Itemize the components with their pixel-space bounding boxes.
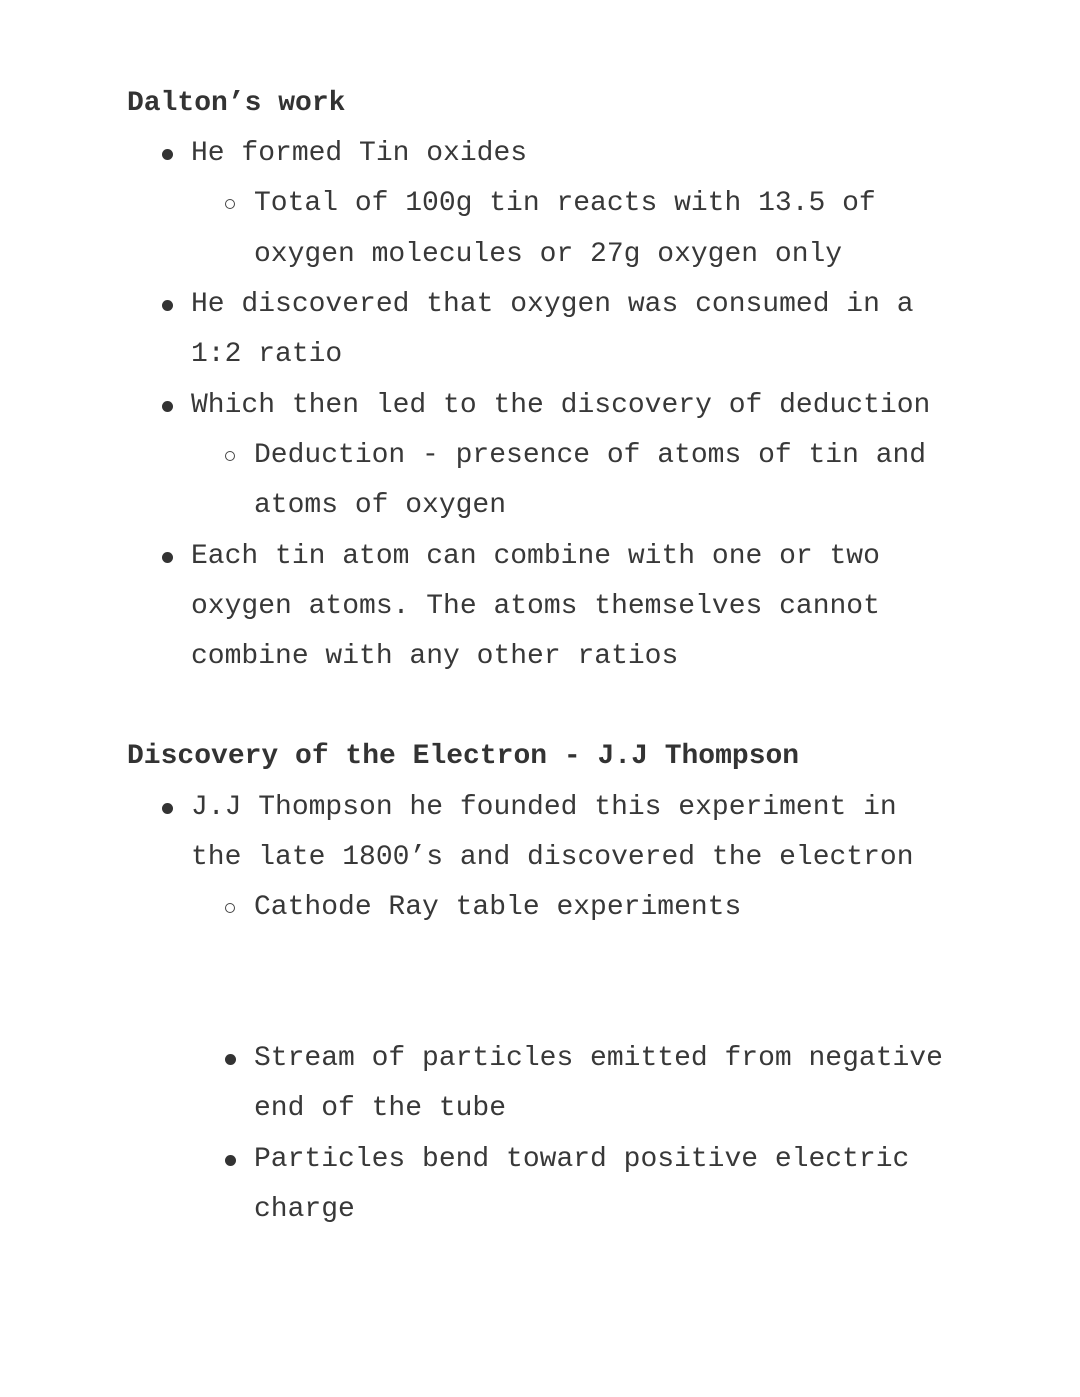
list-item-text: Stream of particles emitted from negative xyxy=(254,1043,943,1074)
list-item-text: He discovered that oxygen was consumed in a xyxy=(191,289,914,320)
filled-bullet-icon xyxy=(225,1054,236,1065)
filled-bullet-icon xyxy=(162,401,173,412)
list-item-text: Each tin atom can combine with one or two xyxy=(191,541,880,572)
section-heading-discovery-of-electron: Discovery of the Electron - J.J Thompson xyxy=(127,741,800,772)
list-item-text: oxygen molecules or 27g oxygen only xyxy=(254,239,843,270)
list-item-text: Particles bend toward positive electric xyxy=(254,1144,910,1175)
list-item-text: Total of 100g tin reacts with 13.5 of xyxy=(254,188,876,219)
filled-bullet-icon xyxy=(162,149,173,160)
list-item-text: charge xyxy=(254,1194,355,1225)
filled-bullet-icon xyxy=(162,552,173,563)
filled-bullet-icon xyxy=(162,300,173,311)
list-item-text: Which then led to the discovery of deduction xyxy=(191,390,931,421)
filled-bullet-icon xyxy=(162,803,173,814)
filled-bullet-icon xyxy=(225,1155,236,1166)
list-item-text: end of the tube xyxy=(254,1093,507,1124)
list-item-text: He formed Tin oxides xyxy=(191,138,528,169)
list-item-text: Deduction - presence of atoms of tin and xyxy=(254,440,927,471)
list-item-text: the late 1800’s and discovered the electron xyxy=(191,842,914,873)
list-item-text: J.J Thompson he founded this experiment in xyxy=(191,792,897,823)
list-item-text: oxygen atoms. The atoms themselves cannot xyxy=(191,591,880,622)
list-item-text: Cathode Ray table experiments xyxy=(254,892,742,923)
hollow-bullet-icon xyxy=(225,199,235,209)
hollow-bullet-icon xyxy=(225,903,235,913)
hollow-bullet-icon xyxy=(225,451,235,461)
section-heading-daltons-work: Dalton’s work xyxy=(127,88,346,119)
list-item-text: atoms of oxygen xyxy=(254,490,507,521)
list-item-text: 1:2 ratio xyxy=(191,339,343,370)
list-item-text: combine with any other ratios xyxy=(191,641,679,672)
